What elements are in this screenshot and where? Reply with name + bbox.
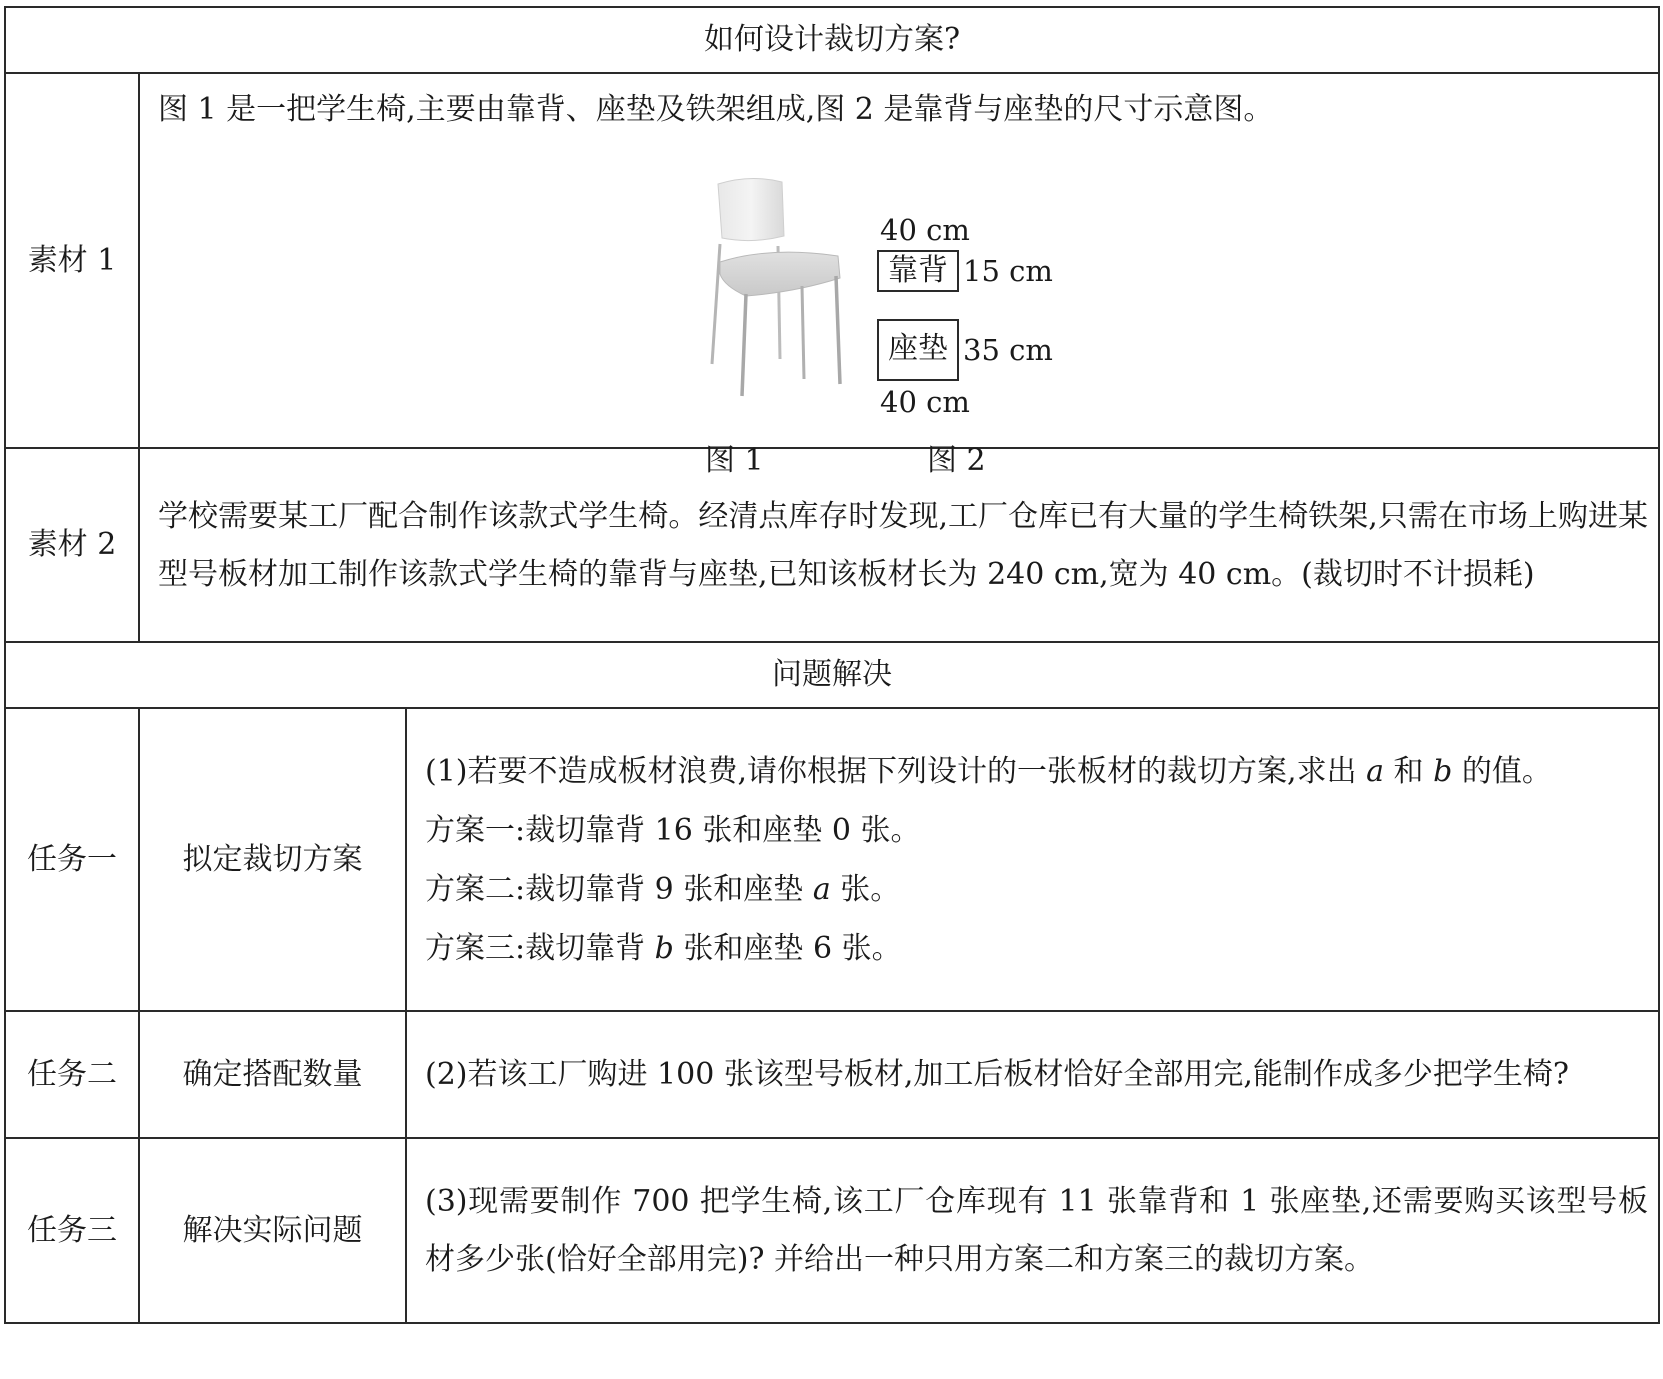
seat-width-label: 40 cm [880,385,970,419]
plan3-var-b: b [654,930,674,966]
problem-table [4,6,1660,1324]
task1-label: 任务一 [5,708,139,1011]
material2-text: 学校需要某工厂配合制作该款式学生椅。经清点库存时发现,工厂仓库已有大量的学生椅铁架,只需在市场上购进某型号板材加工制作该款式学生椅的靠背与座垫,已知该板材长为 240 cm,宽为 40 cm。(裁切时不计损耗) [158,499,1648,592]
plan2-post: 张。 [830,871,901,907]
section-header: 问题解决 [5,642,1659,708]
task1-question-pre: (1)若要不造成板材浪费,请你根据下列设计的一张板材的裁切方案,求出 [425,753,1367,789]
back-box: 靠背 [877,250,959,292]
back-width-label: 40 cm [880,213,970,247]
plan3 [425,919,1648,978]
plan3-post: 张和座垫 6 张。 [673,930,902,966]
plan1: 方案一:裁切靠背 16 张和座垫 0 张。 [425,812,921,848]
task3-content [406,1138,1659,1323]
task1-question-post: 的值。 [1452,753,1552,789]
task2-label: 任务二 [5,1011,139,1138]
figure2-caption: 图 2 [927,443,986,478]
material1-label: 素材 1 [5,73,139,448]
task2-name: 确定搭配数量 [139,1011,406,1138]
task3-name: 解决实际问题 [139,1138,406,1323]
material1-content [139,73,1659,478]
task3-question: (3)现需要制作 700 把学生椅,该工厂仓库现有 11 张靠背和 1 张座垫,还需要购买该型号板材多少张(恰好全部用完)? 并给出一种只用方案二和方案三的裁切方案。 [425,1183,1648,1277]
figure2-diagram [140,74,1658,447]
plan2-var-a: a [812,871,831,907]
material2-label: 素材 2 [5,448,139,642]
var-b: b [1433,753,1453,789]
plan2 [425,860,1648,919]
task1-content [406,708,1659,1011]
plan3-pre: 方案三:裁切靠背 [425,930,655,966]
task1-question-and: 和 [1384,753,1434,789]
task1-question [425,742,1648,801]
material1-intro: 图 1 是一把学生椅,主要由靠背、座垫及铁架组成,图 2 是靠背与座垫的尺寸示意图。 [158,92,1274,127]
material2-content [139,448,1659,642]
task2-content [406,1011,1659,1138]
table-title: 如何设计裁切方案? [5,7,1659,73]
task2-question: (2)若该工厂购进 100 张该型号板材,加工后板材恰好全部用完,能制作成多少把学生椅? [425,1056,1569,1092]
var-a: a [1366,753,1384,789]
task3-label: 任务三 [5,1138,139,1323]
back-height-label: 15 cm [963,254,1053,288]
seat-height-label: 35 cm [963,333,1053,367]
figure1-caption: 图 1 [705,443,764,478]
seat-box: 座垫 [877,319,959,381]
task1-name: 拟定裁切方案 [139,708,406,1011]
plan2-pre: 方案二:裁切靠背 9 张和座垫 [425,871,813,907]
